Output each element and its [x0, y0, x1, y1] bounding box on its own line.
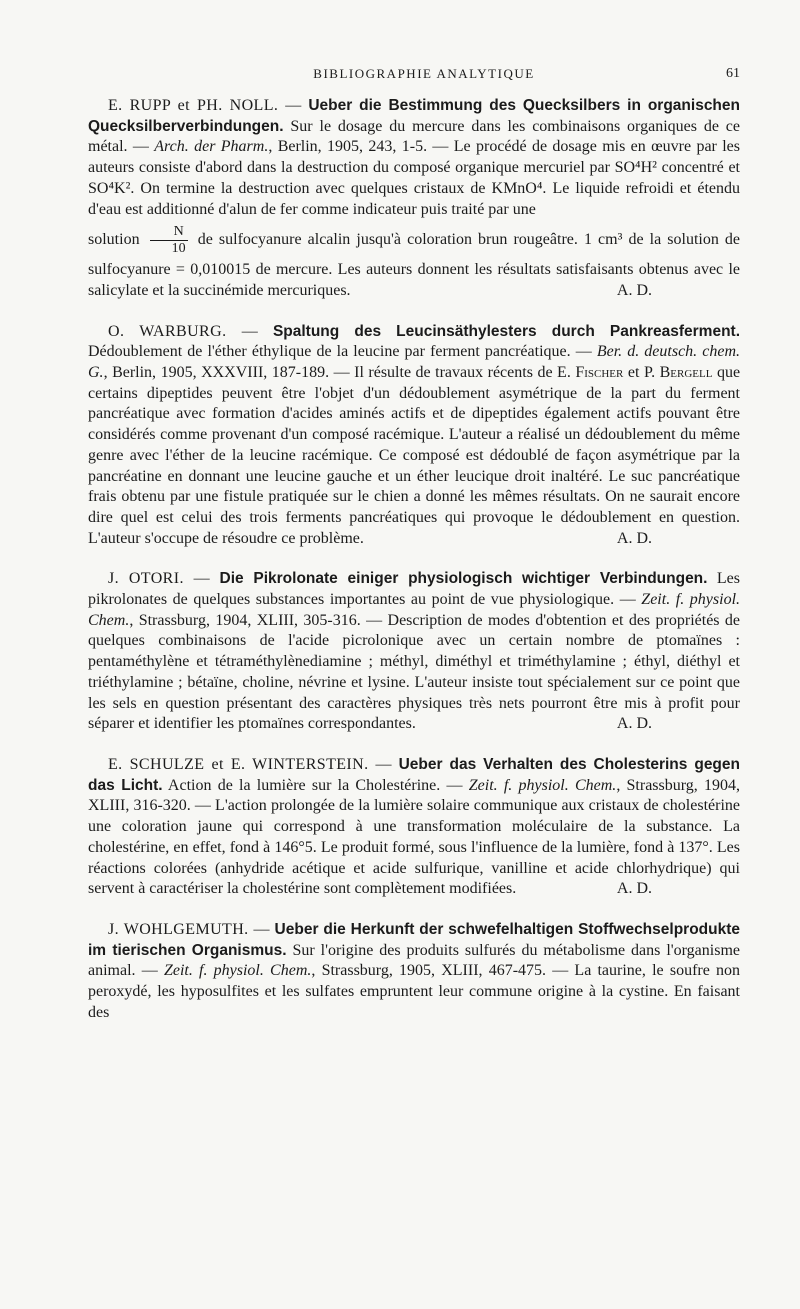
- cited-author: Bergell: [659, 364, 713, 382]
- abstract-entry-wohlgemuth: [88, 920, 740, 1024]
- fraction-numerator: N: [150, 224, 188, 241]
- abstract-entry-warburg: [88, 322, 740, 550]
- abstract-entry-schulze-winterstein: [88, 755, 740, 900]
- entry-author: E. RUPP et PH. NOLL. —: [108, 97, 302, 114]
- entry-text: que certains dipeptides peuvent être l'objet d'un dédoublement asymétrique de la part du ferment pancréatique avec formation d'acides aminés actifs et de dipeptides également actifs pouvant être considérés comme provenant d'un composé racémique. L'auteur a réalisé un dédoublement du même genre avec l'éther de la leucine racémique. Ce composé est dédoublé de façon asymétrique par la pancréatine en donnant une leucine gauche et un éther leucique droit inaltéré. Le suc pancréatique frais obtenu par une fistule pratiquée sur le chien a donné les mêmes résultats. On ne saurait encore dire quel est celui des trois ferments pancréatiques qui provoque le dédoublement en question. L'auteur s'occupe de résoudre ce problème.: [88, 364, 741, 547]
- entry-text: , Strassburg, 1904, XLIII, 305-316. — Description de modes d'obtention et des propriétés de quelques combinaisons de l'acide picrolonique avec un certain nombre de ptomaïnes : pentaméthylène et tétraméthylènediamine ; méthyl, diméthyl et triméthylamine ; éthyl, diéthyl et triéthylamine ; bétaïne, choline, névrine et lysine. L'auteur insiste tout spécialement sur ce point que les sels en question présentant des caractères physiques très nets pourront être mis à profit pour séparer et identifier les ptomaïnes correspondantes.: [88, 611, 740, 733]
- article-list: [88, 96, 740, 1043]
- journal-name: Arch. der Pharm.: [154, 138, 269, 156]
- entry-text: , Berlin, 1905, XXXVIII, 187-189. — Il résulte de travaux récents de E.: [103, 364, 571, 382]
- entry-text: de sulfocyanure alcalin jusqu'à coloration brun rougeâtre. 1 cm³ de la solution de sulfocyanure = 0,010015 de mercure. Les auteurs donnent les résultats satisfaisants obtenus avec le salicylate et la succinémide mercuriques.: [88, 231, 741, 299]
- abstract-entry-rupp-noll: [88, 96, 740, 302]
- running-head: [88, 66, 740, 86]
- entry-signature: A. D.: [616, 880, 652, 898]
- entry-text: Action de la lumière sur la Cholestérine. —: [167, 776, 463, 794]
- entry-author: J. WOHLGEMUTH. —: [108, 920, 270, 938]
- entry-title: Ueber die Herkunft der schwefelhaltigen Stoffwechselprodukte im tierischen Organismus.: [88, 920, 741, 959]
- entry-text: Les pikrolonates de quelques substances importantes au point de vue physiologique. —: [88, 570, 741, 609]
- fraction-n-over-10: [150, 224, 188, 257]
- journal-name: Zeit. f. physiol. Chem.: [88, 591, 741, 629]
- journal-name: Zeit. f. physiol. Chem.: [468, 776, 617, 794]
- journal-name: Zeit. f. physiol. Chem.: [163, 962, 312, 980]
- entry-author: E. SCHULZE et E. WINTERSTEIN. —: [108, 755, 392, 773]
- cited-author: Fischer: [575, 364, 624, 382]
- entry-text: , Berlin, 1905, 243, 1-5. — Le procédé de dosage mis en œuvre par les auteurs consiste d'abord dans la destruction du composé organique mercuriel par SO⁴H² concentré et SO⁴K². On termine la destruction avec quelques cristaux de KMnO⁴. Le liquide refroidi et étendu d'eau est additionné d'alun de fer comme indicateur puis traité par une: [88, 138, 741, 218]
- entry-title: Spaltung des Leucinsäthylesters durch Pankreasferment.: [272, 322, 741, 340]
- entry-signature: A. D.: [616, 281, 652, 299]
- entry-author: O. WARBURG. —: [108, 322, 259, 340]
- entry-text: Sur le dosage du mercure dans les combinaisons organiques de ce métal. —: [88, 117, 741, 156]
- entry-text: et P.: [627, 364, 656, 382]
- entry-text: solution: [88, 231, 140, 249]
- entry-text: , Strassburg, 1905, XLIII, 467-475. — La taurine, le soufre non peroxydé, les hyposulfites et les sulfates empruntent leur commune origine à la cystine. En faisant des: [88, 962, 741, 1021]
- abstract-entry-otori: [88, 569, 740, 735]
- running-head-title: BIBLIOGRAPHIE ANALYTIQUE: [313, 66, 535, 81]
- entry-title: Ueber die Bestimmung des Quecksilbers in organischen Quecksilberverbindungen.: [88, 97, 740, 135]
- journal-name: Ber. d. deutsch. chem. G.: [88, 343, 741, 382]
- page-number: 61: [726, 66, 740, 81]
- entry-text: Sur l'origine des produits sulfurés du métabolisme dans l'organisme animal. —: [88, 941, 741, 980]
- entry-text: , Strassburg, 1904, XLIII, 316-320. — L'action prolongée de la lumière solaire communique aux cristaux de cholestérine une coloration jaune qui correspond à une transformation moléculaire de la substance. La cholestérine, en effet, fond à 146°5. Le produit formé, sous l'influence de la lumière, fond à 137°. Les réactions colorées (anhydride acétique et acide sulfurique, vanilline et acide chlorhydrique) qui servent à caractériser la cholestérine sont complètement modifiées.: [88, 776, 741, 898]
- entry-author: J. OTORI. —: [108, 570, 211, 588]
- fraction-denominator: 10: [171, 241, 186, 257]
- entry-signature: A. D.: [616, 529, 652, 547]
- entry-title: Die Pikrolonate einiger physiologisch wichtiger Verbindungen.: [219, 570, 708, 588]
- entry-signature: A. D.: [616, 715, 652, 733]
- entry-text: Dédoublement de l'éther éthylique de la leucine par ferment pancréatique. —: [88, 343, 592, 361]
- entry-title: Ueber das Verhalten des Cholesterins gegen das Licht.: [88, 755, 740, 794]
